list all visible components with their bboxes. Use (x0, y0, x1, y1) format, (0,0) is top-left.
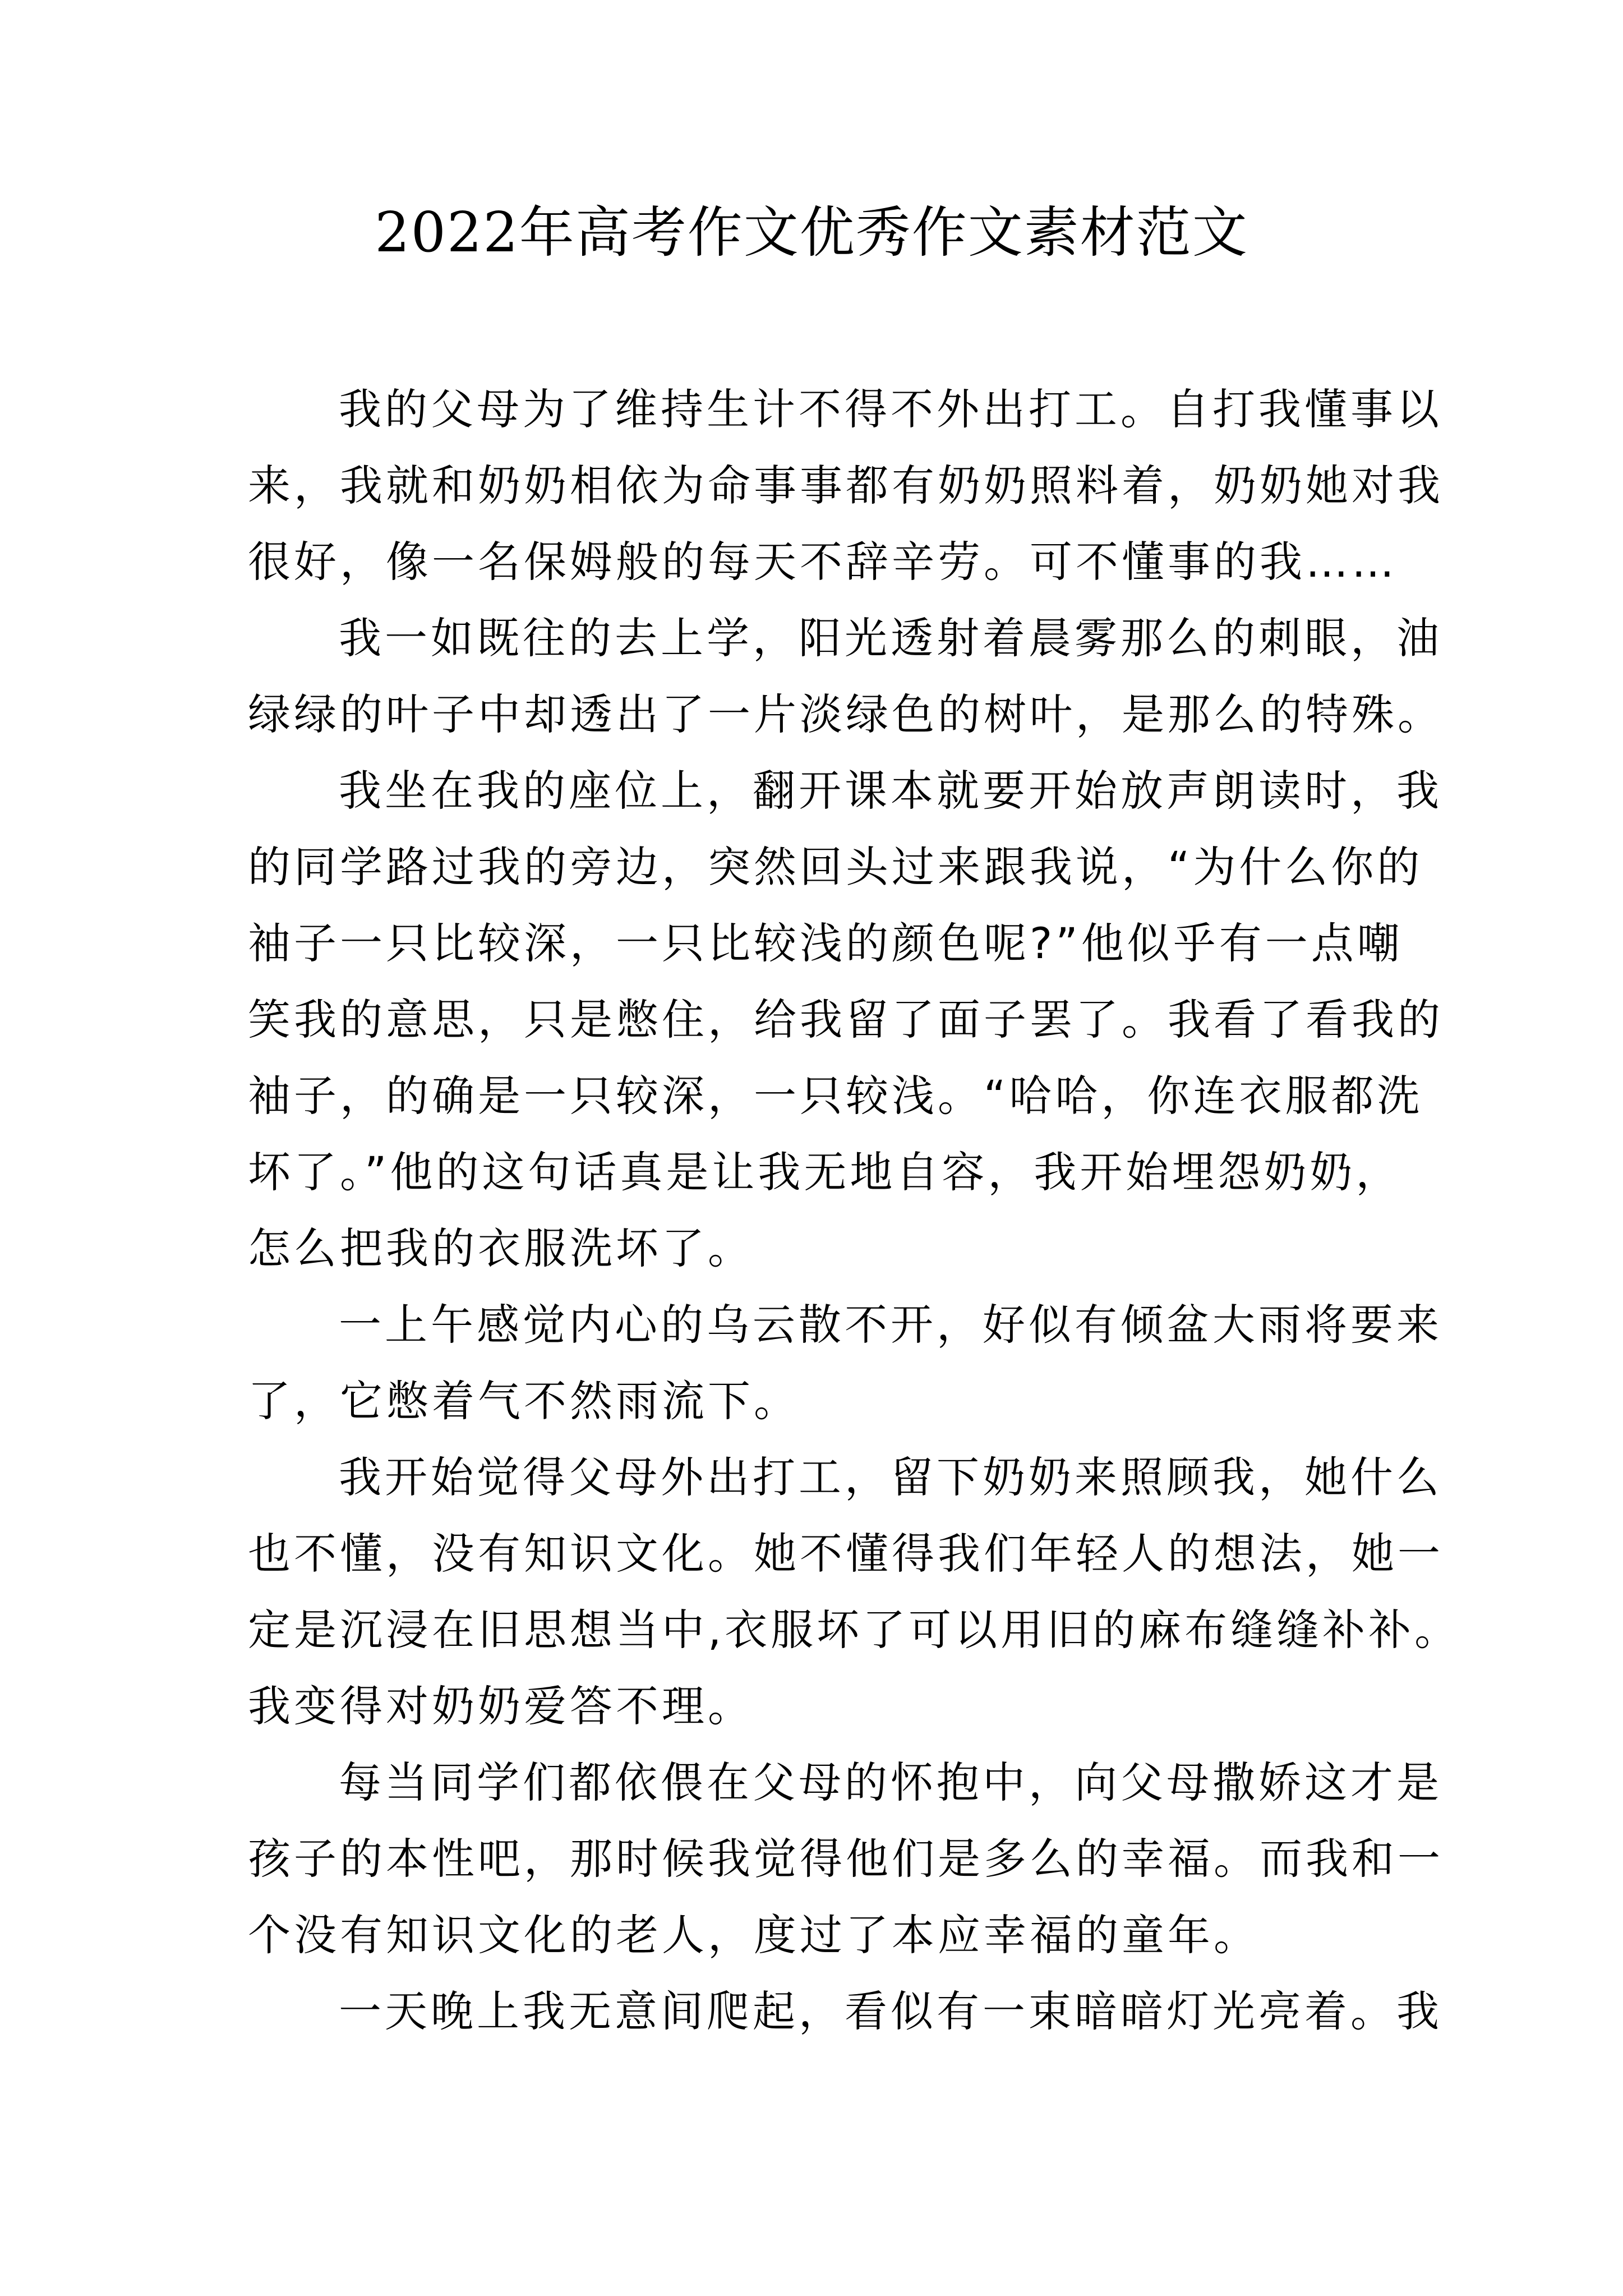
document-body (248, 371, 1461, 2050)
paragraph (248, 1745, 1444, 1973)
document-title: 2022年高考作文优秀作文素材范文 (375, 201, 1248, 265)
text-line: 我变得对奶奶爱答不理。 (248, 1681, 754, 1731)
paragraph (248, 371, 1444, 600)
text-line: 我的父母为了维持生计不得不外出打工。自打我懂事以 (339, 384, 1442, 434)
text-line: 怎么把我的衣服洗坏了。 (248, 1223, 754, 1273)
paragraph (248, 1287, 1442, 1439)
text-line: 很好，像一名保姆般的每天不辞辛劳。可不懂事的我…… (248, 537, 1398, 587)
text-line: 绿绿的叶子中却透出了一片淡绿色的树叶，是那么的特殊。 (248, 689, 1444, 739)
text-line: 袖子，的确是一只较深，一只较浅。“哈哈，你连衣服都洗 (248, 1071, 1423, 1121)
text-line: 了，它憋着气不然雨流下。 (248, 1376, 800, 1426)
text-line: 一上午感觉内心的乌云散不开，好似有倾盆大雨将要来 (339, 1300, 1442, 1350)
paragraph (248, 753, 1444, 1287)
paragraph (248, 1973, 1442, 2050)
text-line: 我开始觉得父母外出打工，留下奶奶来照顾我，她什么 (339, 1452, 1442, 1502)
text-line: 一天晚上我无意间爬起，看似有一束暗暗灯光亮着。我 (339, 1986, 1442, 2036)
text-line: 袖子一只比较深，一只比较浅的颜色呢?”他似乎有一点嘲 (248, 918, 1403, 968)
text-line: 孩子的本性吧，那时候我觉得他们是多么的幸福。而我和一 (248, 1834, 1444, 1884)
text-line: 笑我的意思，只是憋住，给我留了面子罢了。我看了看我的 (248, 995, 1444, 1045)
text-line: 也不懂，没有知识文化。她不懂得我们年轻人的想法，她一 (248, 1529, 1444, 1579)
text-line: 坏了。”他的这句话真是让我无地自容，我开始埋怨奶奶， (248, 1147, 1402, 1197)
text-line: 我一如既往的去上学，阳光透射着晨雾那么的刺眼，油 (339, 613, 1442, 663)
text-line: 来，我就和奶奶相依为命事事都有奶奶照料着，奶奶她对我 (248, 461, 1444, 510)
text-line: 我坐在我的座位上，翻开课本就要开始放声朗读时，我 (339, 766, 1442, 816)
text-line: 个没有知识文化的老人，度过了本应幸福的童年。 (248, 1910, 1260, 1960)
paragraph (248, 1439, 1461, 1745)
text-line: 定是沉浸在旧思想当中,衣服坏了可以用旧的麻布缝缝补补。 (248, 1605, 1461, 1655)
text-line: 的同学路过我的旁边，突然回头过来跟我说，“为什么你的 (248, 842, 1423, 892)
text-line: 每当同学们都依偎在父母的怀抱中，向父母撒娇这才是 (339, 1757, 1442, 1807)
paragraph (248, 600, 1444, 753)
